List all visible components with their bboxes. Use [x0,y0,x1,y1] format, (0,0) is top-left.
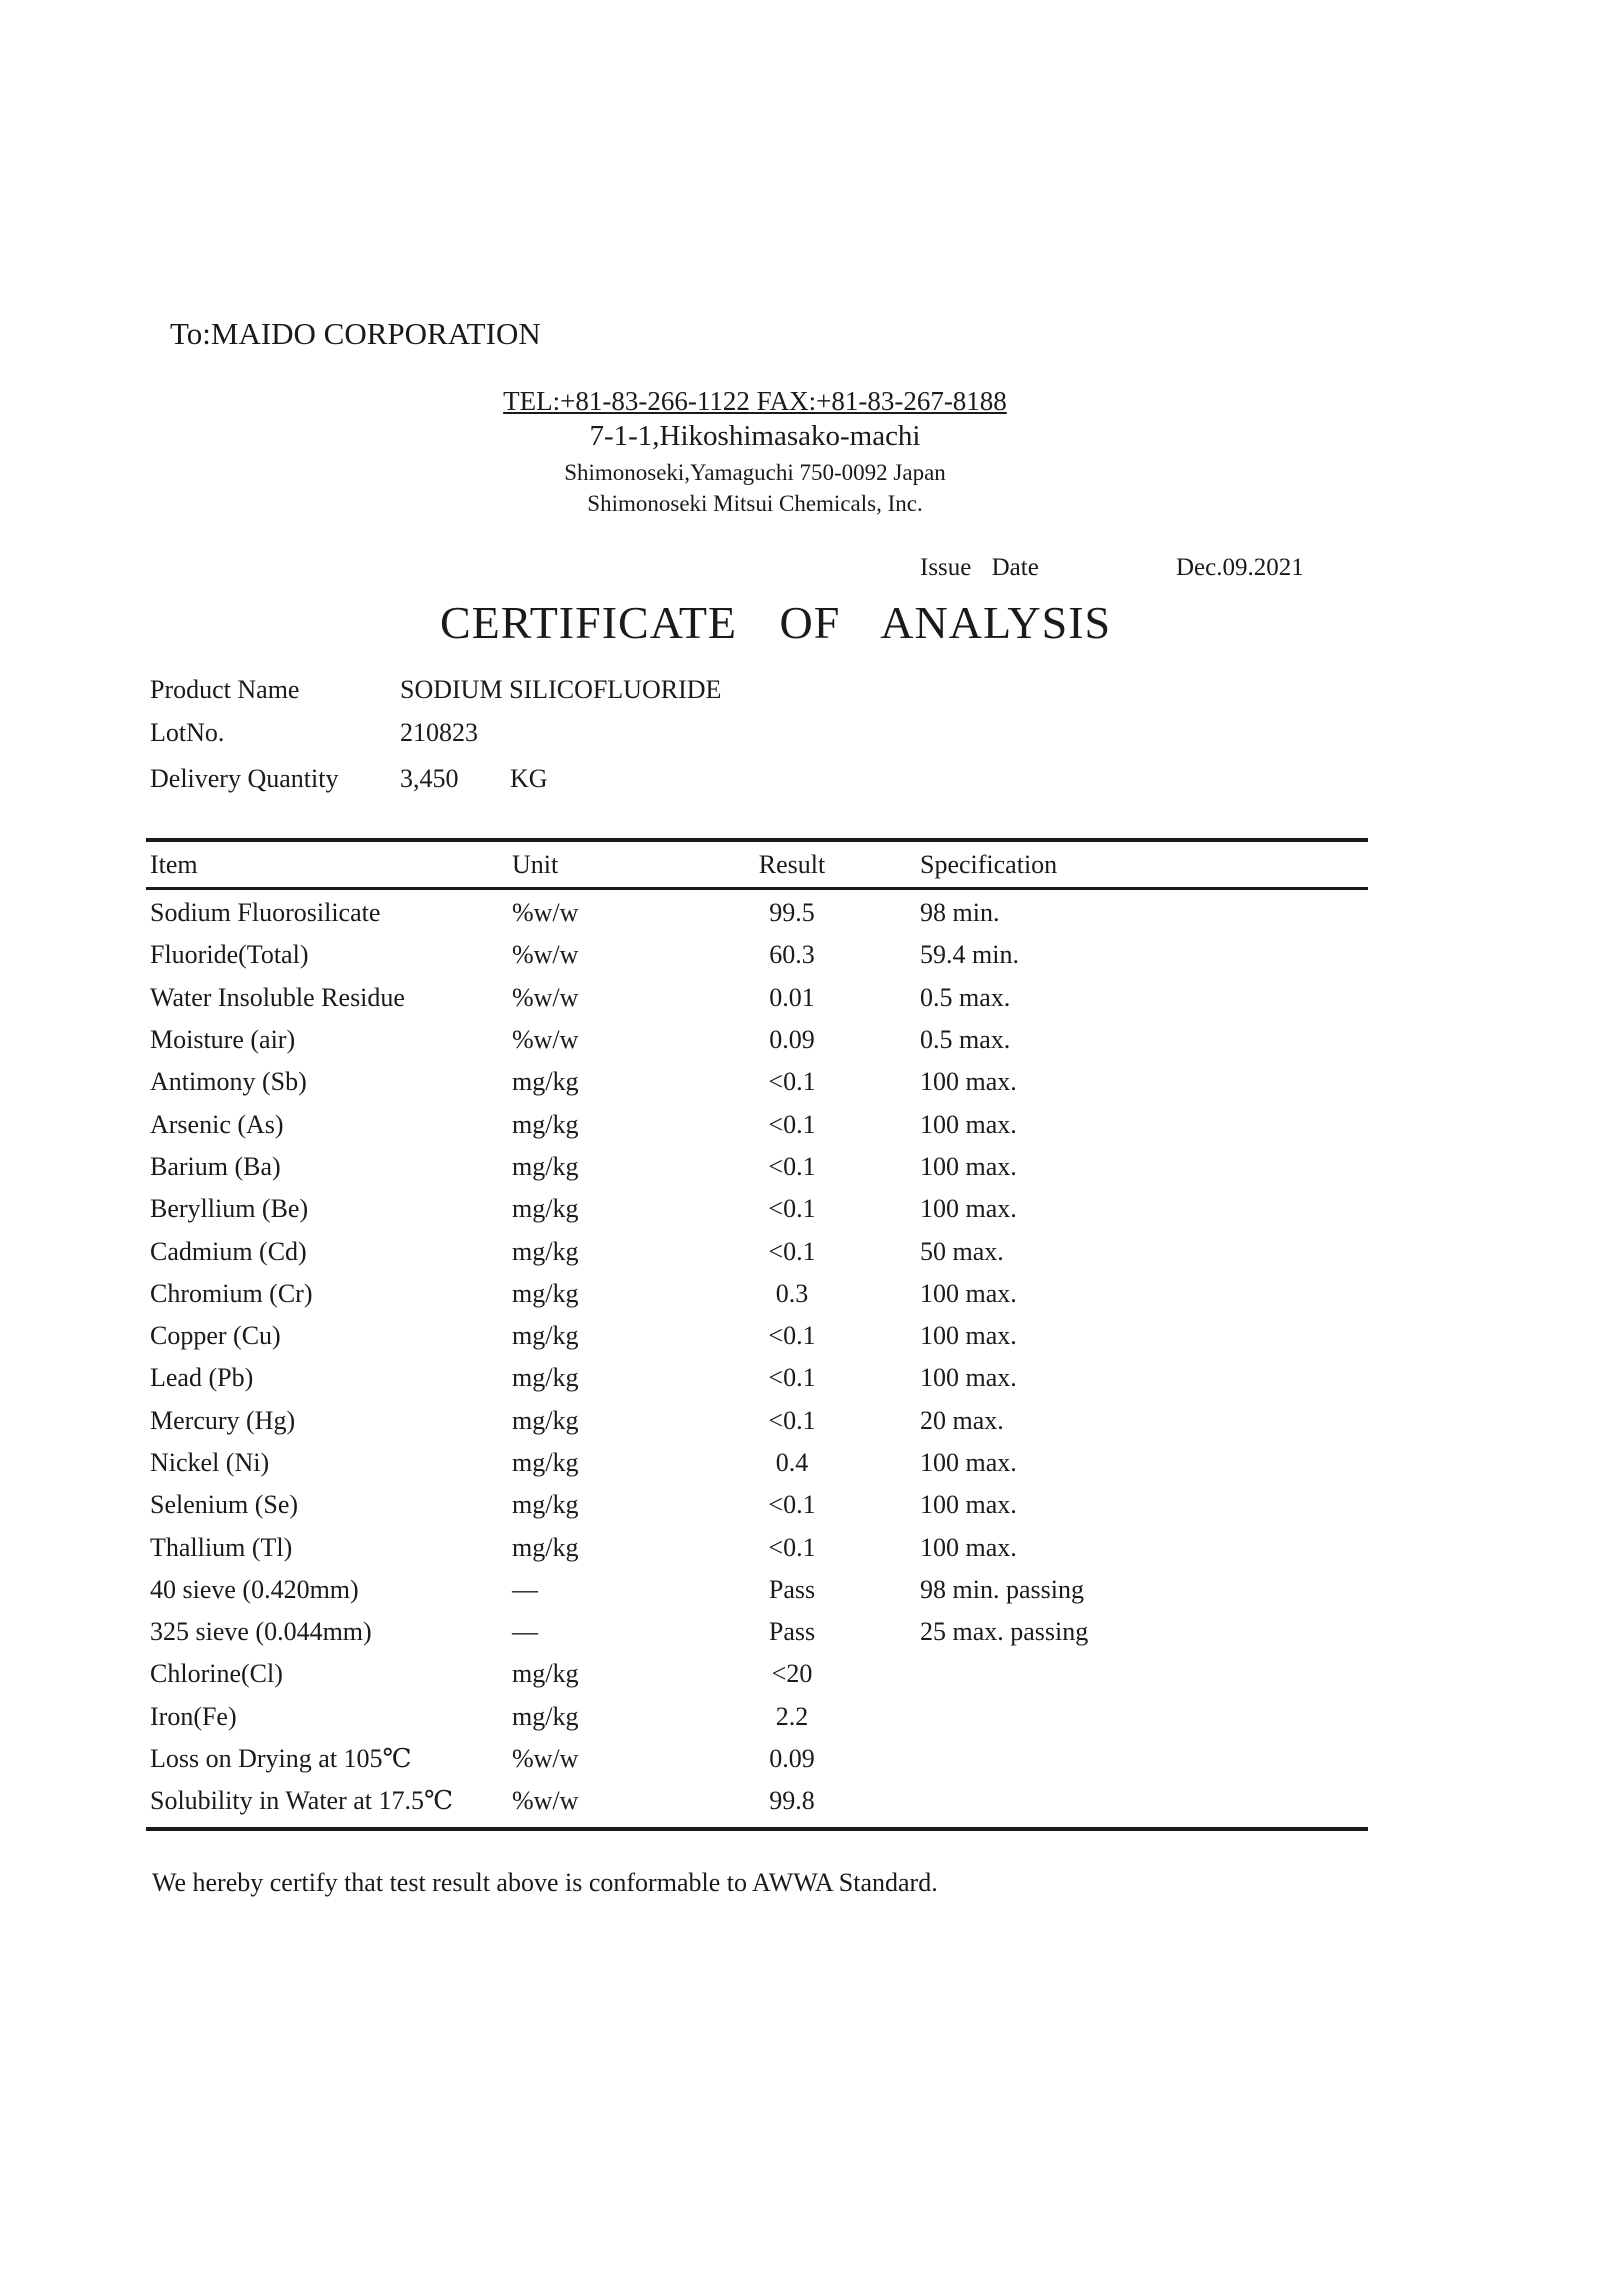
cell-item: Antimony (Sb) [150,1067,307,1097]
recipient-line: To:MAIDO CORPORATION [170,316,541,351]
cell-item: Chromium (Cr) [150,1278,313,1308]
table-row [146,1103,1368,1145]
table-row [146,1061,1368,1103]
cell-result: <0.1 [768,1236,816,1266]
cell-unit: %w/w [512,1025,579,1055]
cell-unit: mg/kg [512,1701,579,1731]
cell-item: Thallium (Tl) [150,1532,293,1562]
table-row [146,1315,1368,1357]
cell-result: <0.1 [768,1490,816,1520]
cell-specification: 59.4 min. [920,940,1019,970]
table-row [146,1696,1368,1738]
cell-specification: 100 max. [920,1067,1017,1097]
cell-specification: 0.5 max. [920,982,1011,1012]
cell-unit: %w/w [512,940,579,970]
cell-unit: %w/w [512,982,579,1012]
cell-item: 325 sieve (0.044mm) [150,1617,372,1647]
table-row [146,1780,1368,1822]
cell-result: 99.8 [769,1786,815,1816]
table-row [146,1273,1368,1315]
cell-specification: 100 max. [920,1490,1017,1520]
delivery-quantity-unit: KG [510,764,548,793]
certification-statement: We hereby certify that test result above is conformable to AWWA Standard. [152,1868,938,1897]
cell-item: Iron(Fe) [150,1701,237,1731]
cell-item: Moisture (air) [150,1025,296,1055]
table-row [146,1569,1368,1611]
cell-unit: mg/kg [512,1278,579,1308]
cell-specification: 100 max. [920,1321,1017,1351]
table-bottom-rule [146,1827,1368,1831]
cell-item: Sodium Fluorosilicate [150,898,381,928]
cell-result: <0.1 [768,1321,816,1351]
cell-result: <0.1 [768,1151,816,1181]
cell-unit: mg/kg [512,1109,579,1139]
header-specification: Specification [920,849,1058,879]
cell-unit: — [512,1617,538,1647]
cell-result: <0.1 [768,1194,816,1224]
table-row [146,1611,1368,1653]
cell-item: 40 sieve (0.420mm) [150,1574,359,1604]
header-item: Item [150,849,198,879]
cell-unit: %w/w [512,1744,579,1774]
cell-specification: 98 min. [920,898,1000,928]
cell-specification: 50 max. [920,1236,1004,1266]
cell-unit: mg/kg [512,1532,579,1562]
cell-result: Pass [768,1574,816,1604]
cell-unit: mg/kg [512,1151,579,1181]
cell-specification: 20 max. [920,1405,1004,1435]
cell-item: Cadmium (Cd) [150,1236,307,1266]
cell-result: 0.09 [769,1025,815,1055]
header-result: Result [758,849,826,879]
cell-result: 99.5 [769,898,815,928]
cell-unit: mg/kg [512,1236,579,1266]
cell-item: Arsenic (As) [150,1109,284,1139]
table-row [146,1188,1368,1230]
cell-unit: mg/kg [512,1194,579,1224]
cell-item: Barium (Ba) [150,1151,281,1181]
table-row [146,1484,1368,1526]
cell-specification: 100 max. [920,1363,1017,1393]
cell-specification: 100 max. [920,1194,1017,1224]
cell-unit: mg/kg [512,1490,579,1520]
sender-address-line1: 7-1-1,Hikoshimasako-machi [589,420,921,452]
cell-unit: %w/w [512,898,579,928]
cell-unit: mg/kg [512,1405,579,1435]
cell-item: Fluoride(Total) [150,940,309,970]
cell-unit: mg/kg [512,1363,579,1393]
table-row [146,1019,1368,1061]
sender-address-line2: Shimonoseki,Yamaguchi 750-0092 Japan [564,460,946,485]
cell-item: Beryllium (Be) [150,1194,309,1224]
table-row [146,1653,1368,1695]
sender-tel-fax: TEL:+81-83-266-1122 FAX:+81-83-267-8188 [503,386,1007,416]
cell-unit: %w/w [512,1786,579,1816]
delivery-quantity-label: Delivery Quantity [150,764,339,793]
cell-result: <0.1 [768,1405,816,1435]
cell-unit: mg/kg [512,1659,579,1689]
product-name-value: SODIUM SILICOFLUORIDE [400,675,722,704]
cell-specification: 100 max. [920,1109,1017,1139]
cell-result: 2.2 [775,1701,809,1731]
cell-item: Solubility in Water at 17.5℃ [150,1786,454,1816]
table-row [146,1400,1368,1442]
product-name-label: Product Name [150,675,300,704]
cell-result: 0.3 [775,1278,809,1308]
cell-item: Loss on Drying at 105℃ [150,1744,412,1774]
cell-unit: mg/kg [512,1067,579,1097]
table-row [146,977,1368,1019]
cell-item: Chlorine(Cl) [150,1659,283,1689]
table-row [146,1738,1368,1780]
cell-specification: 100 max. [920,1448,1017,1477]
cell-item: Selenium (Se) [150,1490,299,1520]
table-row [146,934,1368,976]
cell-item: Water Insoluble Residue [150,982,405,1012]
table-row [146,1442,1368,1484]
lot-number-value: 210823 [400,718,478,747]
cell-result: <0.1 [768,1532,816,1562]
cell-item: Mercury (Hg) [150,1405,296,1435]
table-row [146,1230,1368,1272]
table-row [146,1146,1368,1188]
cell-item: Copper (Cu) [150,1321,281,1351]
table-row [146,1526,1368,1568]
table-body [146,890,1368,1827]
cell-item: Lead (Pb) [150,1363,254,1393]
cell-unit: — [512,1574,538,1604]
results-table [146,838,1368,1831]
cell-result: <20 [771,1659,813,1689]
issue-date-label: Issue Date [920,554,1039,581]
cell-specification: 0.5 max. [920,1025,1011,1055]
table-header-row [146,842,1368,887]
cell-specification: 100 max. [920,1151,1017,1181]
cell-result: <0.1 [768,1067,816,1097]
cell-specification: 100 max. [920,1278,1017,1308]
cell-result: Pass [768,1617,816,1647]
delivery-quantity-value: 3,450 [400,764,459,793]
cell-result: 60.3 [769,940,815,970]
sender-company: Shimonoseki Mitsui Chemicals, Inc. [587,491,923,516]
cell-result: 0.01 [769,982,815,1012]
issue-date-value: Dec.09.2021 [1176,554,1304,581]
table-row [146,892,1368,934]
lot-number-label: LotNo. [150,718,225,747]
cell-specification: 25 max. passing [920,1617,1089,1647]
table-row [146,1357,1368,1399]
document-title: CERTIFICATE OF ANALYSIS [440,597,1112,648]
cell-result: <0.1 [768,1363,816,1393]
cell-result: 0.4 [775,1448,809,1477]
cell-result: 0.09 [769,1744,815,1774]
cell-specification: 100 max. [920,1532,1017,1562]
header-unit: Unit [512,849,559,879]
cell-unit: mg/kg [512,1448,579,1477]
cell-specification: 98 min. passing [920,1574,1084,1604]
cell-item: Nickel (Ni) [150,1448,270,1477]
cell-result: <0.1 [768,1109,816,1139]
cell-unit: mg/kg [512,1321,579,1351]
